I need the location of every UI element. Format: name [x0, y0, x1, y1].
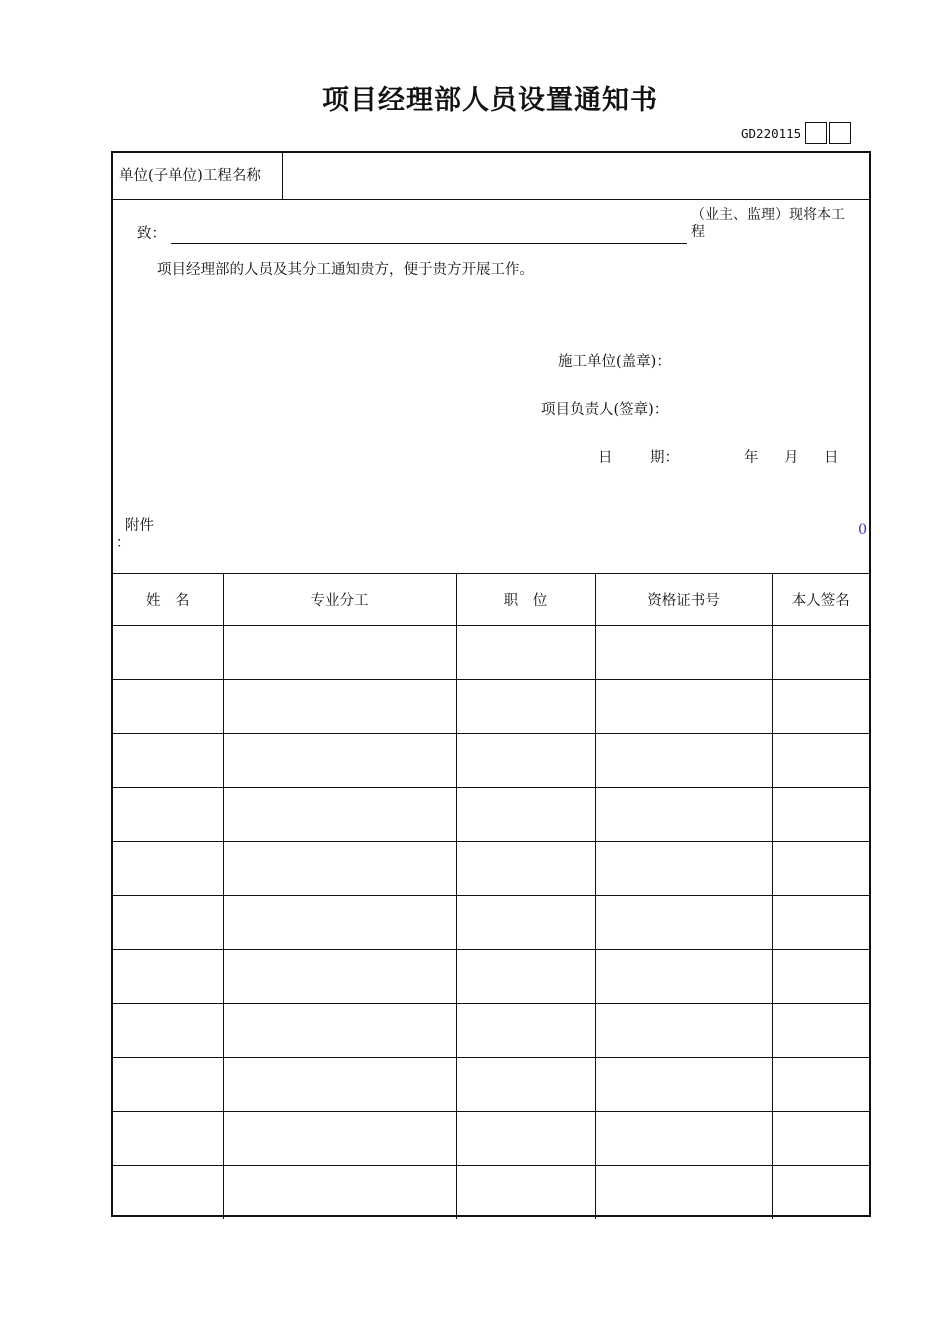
table-row [113, 787, 869, 841]
header-specialty: 专业分工 [223, 574, 456, 625]
recipient-note-line2: 程 [691, 224, 705, 240]
table-row [113, 679, 869, 733]
table-cell[interactable] [456, 1165, 595, 1219]
notice-body: 项目经理部的人员及其分工通知贵方，便于贵方开展工作。 [157, 262, 534, 278]
table-cell[interactable] [595, 625, 772, 679]
table-cell[interactable] [772, 679, 869, 733]
header-signature: 本人签名 [772, 574, 869, 625]
table-cell[interactable] [113, 787, 223, 841]
table-cell[interactable] [113, 841, 223, 895]
table-cell[interactable] [113, 1165, 223, 1219]
attachment-label: 附件 [125, 518, 154, 534]
month-label: 月 [784, 450, 799, 466]
header-name: 姓 名 [113, 574, 223, 625]
table-cell[interactable] [595, 841, 772, 895]
code-box-2[interactable] [829, 122, 851, 144]
table-cell[interactable] [595, 895, 772, 949]
table-cell[interactable] [595, 1003, 772, 1057]
attachment-count: 0 [858, 522, 867, 538]
table-row [113, 625, 869, 679]
table-cell[interactable] [456, 895, 595, 949]
table-cell[interactable] [223, 625, 456, 679]
table-cell[interactable] [772, 841, 869, 895]
table-cell[interactable] [456, 1057, 595, 1111]
table-cell[interactable] [223, 1165, 456, 1219]
table-cell[interactable] [595, 679, 772, 733]
table-cell[interactable] [595, 1057, 772, 1111]
table-cell[interactable] [772, 733, 869, 787]
project-name-field[interactable] [285, 153, 869, 199]
table-cell[interactable] [113, 625, 223, 679]
header-position: 职 位 [456, 574, 595, 625]
table-cell[interactable] [223, 895, 456, 949]
table-cell[interactable] [456, 787, 595, 841]
table-cell[interactable] [223, 1057, 456, 1111]
to-label: 致： [137, 226, 166, 242]
table-cell[interactable] [772, 949, 869, 1003]
recipient-note-line1: （业主、监理）现将本工 [691, 207, 845, 223]
table-cell[interactable] [772, 787, 869, 841]
table-cell[interactable] [595, 1165, 772, 1219]
project-name-row [113, 153, 869, 200]
notice-section [113, 200, 869, 574]
table-cell[interactable] [223, 679, 456, 733]
table-cell[interactable] [772, 1003, 869, 1057]
date-label-2: 期： [650, 450, 679, 466]
construction-unit-label: 施工单位(盖章)： [558, 354, 671, 370]
table-cell[interactable] [595, 949, 772, 1003]
project-manager-label: 项目负责人(签章)： [541, 402, 669, 418]
table-cell[interactable] [223, 841, 456, 895]
table-row [113, 1165, 869, 1219]
staff-table [113, 574, 869, 1219]
table-cell[interactable] [456, 733, 595, 787]
table-cell[interactable] [223, 949, 456, 1003]
table-cell[interactable] [456, 1003, 595, 1057]
table-cell[interactable] [223, 787, 456, 841]
table-cell[interactable] [113, 1003, 223, 1057]
recipient-note [691, 207, 871, 241]
table-cell[interactable] [772, 1057, 869, 1111]
table-cell[interactable] [113, 1111, 223, 1165]
code-box-1[interactable] [805, 122, 827, 144]
table-cell[interactable] [456, 1111, 595, 1165]
document-code [741, 121, 851, 145]
day-label: 日 [824, 450, 839, 466]
table-row [113, 733, 869, 787]
table-cell[interactable] [456, 625, 595, 679]
notice-form [111, 151, 871, 1217]
staff-table-header [113, 574, 869, 625]
table-cell[interactable] [223, 1111, 456, 1165]
table-cell[interactable] [456, 949, 595, 1003]
table-cell[interactable] [113, 1057, 223, 1111]
table-row [113, 1003, 869, 1057]
table-cell[interactable] [456, 841, 595, 895]
form-code-text: GD220115 [741, 125, 802, 141]
table-cell[interactable] [772, 895, 869, 949]
date-label-1: 日 [598, 450, 613, 466]
project-name-label: 单位(子单位)工程名称 [113, 153, 283, 199]
table-cell[interactable] [772, 1165, 869, 1219]
attachment-colon: ： [116, 535, 130, 551]
table-cell[interactable] [113, 895, 223, 949]
document-title: 项目经理部人员设置通知书 [322, 85, 658, 116]
table-cell[interactable] [223, 733, 456, 787]
table-row [113, 841, 869, 895]
table-cell[interactable] [595, 1111, 772, 1165]
table-cell[interactable] [772, 625, 869, 679]
table-cell[interactable] [223, 1003, 456, 1057]
table-cell[interactable] [113, 949, 223, 1003]
year-label: 年 [744, 450, 759, 466]
table-row [113, 1057, 869, 1111]
table-row [113, 1111, 869, 1165]
table-cell[interactable] [595, 787, 772, 841]
table-cell[interactable] [772, 1111, 869, 1165]
table-cell[interactable] [595, 733, 772, 787]
table-row [113, 949, 869, 1003]
header-certificate: 资格证书号 [595, 574, 772, 625]
table-cell[interactable] [456, 679, 595, 733]
recipient-field[interactable] [171, 243, 687, 244]
table-cell[interactable] [113, 733, 223, 787]
table-row [113, 895, 869, 949]
table-cell[interactable] [113, 679, 223, 733]
